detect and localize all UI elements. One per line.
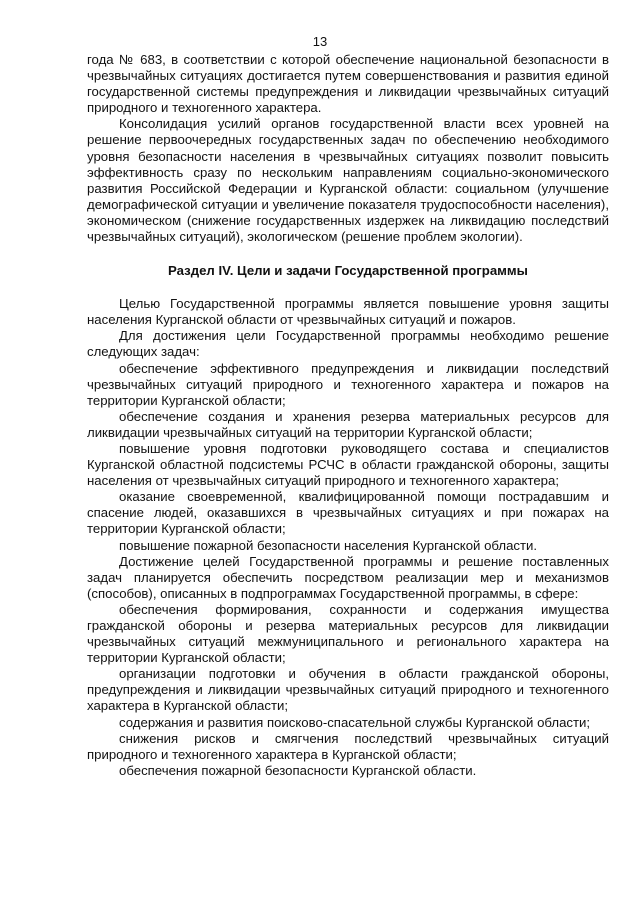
task-item: повышение уровня подготовки руководящего состава и специалистов Курганской областной подсистемы РСЧС в области гражданской обороны, защиты населения от чрезвычайных ситуаций природного и техногенного характера;: [87, 440, 609, 489]
sphere-item: обеспечения пожарной безопасности Курганской области.: [119, 762, 477, 778]
page-body: [87, 52, 609, 779]
task-item: обеспечение создания и хранения резерва материальных ресурсов для ликвидации чрезвычайных ситуаций на территории Курганской области;: [87, 408, 609, 440]
sphere-item: содержания и развития поисково-спасательной службы Курганской области;: [119, 714, 591, 730]
page-number: 13: [312, 34, 328, 49]
sphere-item: снижения рисков и смягчения последствий чрезвычайных ситуаций природного и техногенного характера в Курганской области;: [87, 730, 609, 762]
task-item: обеспечение эффективного предупреждения и ликвидации последствий чрезвычайных ситуаций природного и техногенного характера и пожаров на территории Курганской области;: [87, 360, 609, 408]
paragraph-tasks-intro: Для достижения цели Государственной программы необходимо решение следующих задач:: [87, 328, 609, 360]
sphere-item: обеспечения формирования, сохранности и содержания имущества гражданской обороны и резерва материальных ресурсов для ликвидации чрезвычайных ситуаций межмуниципального и регионального характера на территории Курганской области;: [87, 601, 609, 666]
paragraph-consolidation: Консолидация усилий органов государственной власти всех уровней на решение первоочередных государственных задач по обеспечению необходимого уровня безопасности населения в чрезвычайных ситуациях позволит повысить эффективность сразу по нескольким направлениям социально-экономического развития Российской Федерации и Курганской области: социальном (улучшение демографической ситуации и увеличение показателя трудоспособности населения), экономическом (снижение государственных издержек на ликвидацию последствий чрезвычайных ситуаций), экологическом (решение проблем экологии).: [87, 116, 609, 245]
paragraph-goal: Целью Государственной программы является повышение уровня защиты населения Курганской области от чрезвычайных ситуаций и пожаров.: [87, 296, 609, 328]
section-heading: Раздел IV. Цели и задачи Государственной программы: [168, 263, 528, 279]
sphere-item: организации подготовки и обучения в области гражданской обороны, предупреждения и ликвидации чрезвычайных ситуаций природного и техногенного характера в Курганской области;: [87, 666, 609, 714]
task-item: оказание своевременной, квалифицированной помощи пострадавшим и спасение людей, оказавшихся в чрезвычайных ситуациях и при пожарах на территории Курганской области;: [87, 489, 609, 537]
paragraph-continued: года № 683, в соответствии с которой обеспечение национальной безопасности в чрезвычайных ситуациях достигается путем совершенствования и развития единой государственной системы предупреждения и ликвидации чрезвычайных ситуаций природного и техногенного характера.: [87, 52, 609, 116]
task-item: повышение пожарной безопасности населения Курганской области.: [119, 537, 538, 553]
paragraph-mechanisms: Достижение целей Государственной программы и решение поставленных задач планируется обеспечить посредством реализации мер и механизмов (способов), описанных в подпрограммах Государственной программы, в сфере:: [87, 553, 609, 601]
